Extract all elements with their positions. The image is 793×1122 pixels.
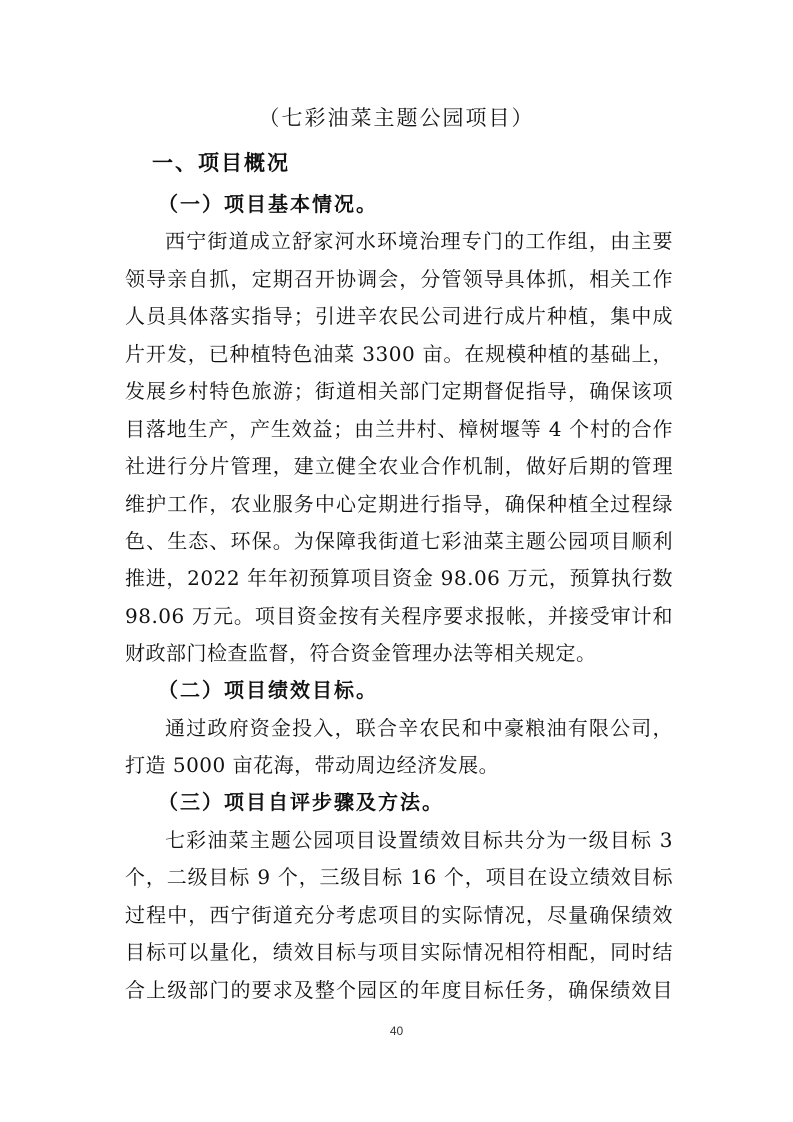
- paragraph-line: 过程中，西宁街道充分考虑项目的实际情况，尽量确保绩效: [125, 903, 673, 927]
- paragraph-line: 社进行分片管理，建立健全农业合作机制，做好后期的管理: [125, 454, 673, 478]
- page-number: 40: [389, 1024, 404, 1038]
- paragraph-line: 目落地生产，产生效益；由兰井村、樟树堰等 4 个村的合作: [125, 417, 673, 441]
- paragraph-line: 发展乡村特色旅游；街道相关部门定期督促指导，确保该项: [125, 379, 673, 403]
- paragraph-line: 片开发，已种植特色油菜 3300 亩。在规模种植的基础上，: [125, 342, 673, 366]
- paragraph-line: 色、生态、环保。为保障我街道七彩油菜主题公园项目顺利: [125, 529, 673, 553]
- document-subtitle: （七彩油菜主题公园项目）: [258, 106, 535, 130]
- section-heading-project-overview: 一、项目概况: [152, 151, 290, 175]
- paragraph-line: 维护工作，农业服务中心定期进行指导，确保种植全过程绿: [125, 492, 673, 516]
- paragraph-line: 推进，2022 年年初预算项目资金 98.06 万元，预算执行数: [125, 566, 673, 590]
- paragraph-line: 西宁街道成立舒家河水环境治理专门的工作组，由主要: [165, 229, 673, 253]
- subsection-heading-self-evaluation: （三）项目自评步骤及方法。: [158, 790, 444, 814]
- paragraph-line: 人员具体落实指导；引进辛农民公司进行成片种植，集中成: [125, 304, 673, 328]
- paragraph-line: 七彩油菜主题公园项目设置绩效目标共分为一级目标 3: [165, 828, 673, 852]
- paragraph-line: 打造 5000 亩花海，带动周边经济发展。: [125, 753, 500, 777]
- subsection-heading-basic-info: （一）项目基本情况。: [158, 192, 378, 216]
- paragraph-line: 领导亲自抓，定期召开协调会，分管领导具体抓，相关工作: [125, 267, 673, 291]
- subsection-heading-performance-goals: （二）项目绩效目标。: [158, 678, 378, 702]
- paragraph-line: 98.06 万元。项目资金按有关程序要求报帐，并接受审计和: [125, 604, 673, 628]
- paragraph-line: 财政部门检查监督，符合资金管理办法等相关规定。: [125, 641, 597, 665]
- paragraph-line: 个，二级目标 9 个，三级目标 16 个，项目在设立绩效目标: [125, 865, 673, 889]
- paragraph-line: 目标可以量化，绩效目标与项目实际情况相符相配，同时结: [125, 940, 673, 964]
- paragraph-line: 通过政府资金投入，联合辛农民和中豪粮油有限公司，: [165, 716, 673, 740]
- paragraph-line: 合上级部门的要求及整个园区的年度目标任务，确保绩效目: [125, 978, 673, 1002]
